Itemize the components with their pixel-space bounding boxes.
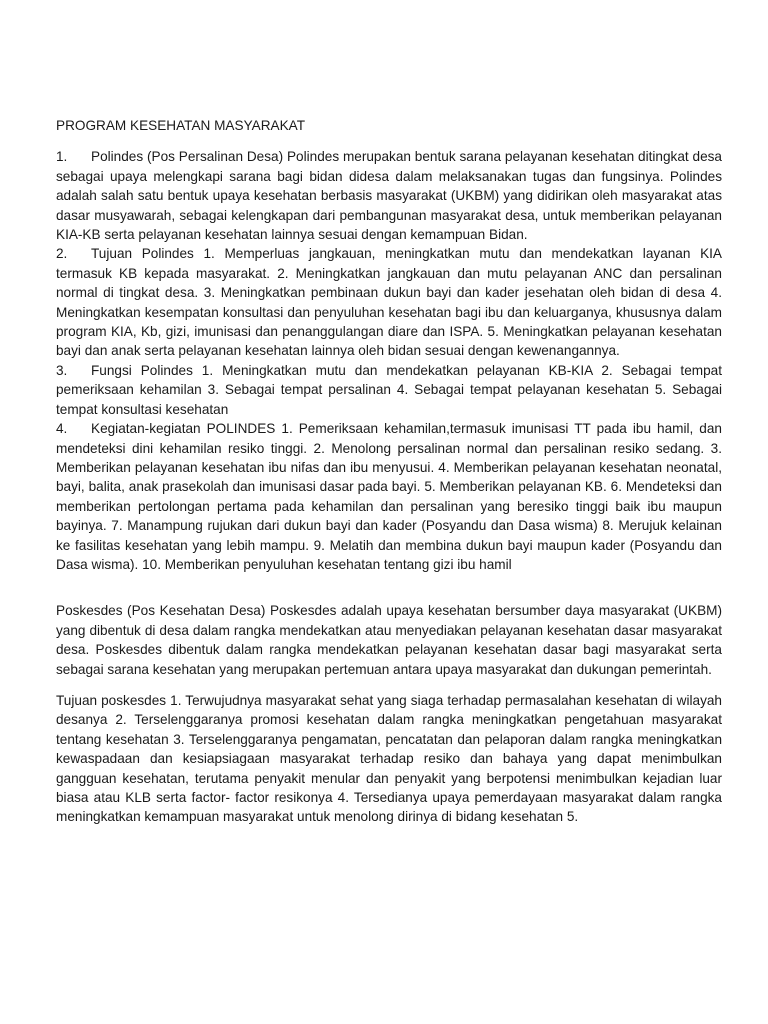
poskesdes-goals-paragraph: Tujuan poskesdes 1. Terwujudnya masyarakat sehat yang siaga terhadap permasalahan kesehatan di wilayah desanya 2. Terselenggaranya promosi kesehatan dalam rangka meningkatkan pengetahuan masyarakat tentang kesehatan 3. Terselenggaranya pengamatan, pencatatan dan pelaporan dalam rangka meningkatkan kewaspadaan dan kesiapsiagaan masyarakat terhadap resiko dan bahaya yang dapat menimbulkan gangguan kesehatan, terutama penyakit menular dan penyakit yang berpotensi menimbulkan kejadian luar biasa atau KLB serta factor- factor resikonya 4. Tersedianya upaya pemerdayaan masyarakat dalam rangka meningkatkan kemampuan masyarakat untuk menolong dirinya di bidang kesehatan 5. xyxy=(56,692,722,825)
list-item xyxy=(56,419,722,574)
list-item-number: 4. xyxy=(56,421,68,437)
list-item-text: Tujuan Polindes 1. Memperluas jangkauan, meningkatkan mutu dan mendekatkan layanan KIA termasuk KB kepada masyarakat. 2. Meningkatkan jangkauan dan mutu pelayanan ANC dan persalinan normal di tingkat desa. 3. Meningkatkan pembinaan dukun bayi dan kader jesehatan oleh bidan di desa 4. Meningkatkan kesempatan konsultasi dan penyuluhan kesehatan bagi ibu dan keluarganya, khususnya dalam program KIA, Kb, gizi, imunisasi dan penanggulangan diare dan ISPA. 5. Meningkatkan pelayanan kesehatan bayi dan anak serta pelayanan kesehatan lainnya oleh bidan sesuai dengan kewenangannya. xyxy=(56,246,722,359)
list-item-text: Polindes (Pos Persalinan Desa) Polindes merupakan bentuk sarana pelayanan kesehatan ditingkat desa sebagai upaya melengkapi sarana bagi bidan didesa dalam melaksanakan tugas dan fungsinya. Polindes adalah salah satu bentuk upaya kesehatan berbasis masyarakat (UKBM) yang didirikan oleh masyarakat atas dasar musyawarah, sebagai kelengkapan dari pembangunan masyarakat desa, untuk memberikan pelayanan KIA-KB serta pelayanan kesehatan lainnya sesuai dengan kemampuan Bidan. xyxy=(56,149,722,243)
list-item-number: 2. xyxy=(56,246,68,262)
list-item-number: 1. xyxy=(56,149,68,165)
section-gap xyxy=(56,574,722,601)
list-item xyxy=(56,244,722,360)
list-item-text: Fungsi Polindes 1. Meningkatkan mutu dan mendekatkan pelayanan KB-KIA 2. Sebagai tempat pemeriksaan kehamilan 3. Sebagai tempat persalinan 4. Sebagai tempat pelayanan kesehatan 5. Sebagai tempat konsultasi kesehatan xyxy=(56,362,722,417)
numbered-list xyxy=(56,147,722,574)
list-item xyxy=(56,361,722,419)
list-item xyxy=(56,147,722,244)
document-title: PROGRAM KESEHATAN MASYARAKAT xyxy=(56,118,306,133)
list-item-text: Kegiatan-kegiatan POLINDES 1. Pemeriksaan kehamilan,termasuk imunisasi TT pada ibu hamil, dan mendeteksi dini kehamilan resiko tinggi. 2. Menolong persalinan normal dan persalinan resiko sedang. 3. Memberikan pelayanan kesehatan ibu nifas dan ibu menyusui. 4. Memberikan pelayanan kesehatan neonatal, bayi, balita, anak prasekolah dan imunisasi dasar pada bayi. 5. Memberikan pelayanan KB. 6. Mendeteksi dan memberikan pertolongan pertama pada kehamilan dan persalinan yang beresiko tinggi baik ibu maupun bayinya. 7. Manampung rujukan dari dukun bayi dan kader (Posyandu dan Dasa wisma) 8. Merujuk kelainan ke fasilitas kesehatan yang lebih mampu. 9. Melatih dan membina dukun bayi maupun kader (Posyandu dan Dasa wisma). 10. Memberikan penyuluhan kesehatan tentang gizi ibu hamil xyxy=(56,421,722,572)
list-item-number: 3. xyxy=(56,362,68,378)
poskesdes-paragraph: Poskesdes (Pos Kesehatan Desa) Poskesdes adalah upaya kesehatan bersumber daya masyarakat (UKBM) yang dibentuk di desa dalam rangka mendekatkan atau menyediakan pelayanan kesehatan dasar masyarakat desa. Poskesdes dibentuk dalam rangka mendekatkan pelayanan kesehatan dasar bagi masyarakat serta sebagai sarana kesehatan yang merupakan pertemuan antara upaya masyarakat dan dukungan pemerintah. xyxy=(56,603,722,677)
document-page xyxy=(56,116,722,839)
